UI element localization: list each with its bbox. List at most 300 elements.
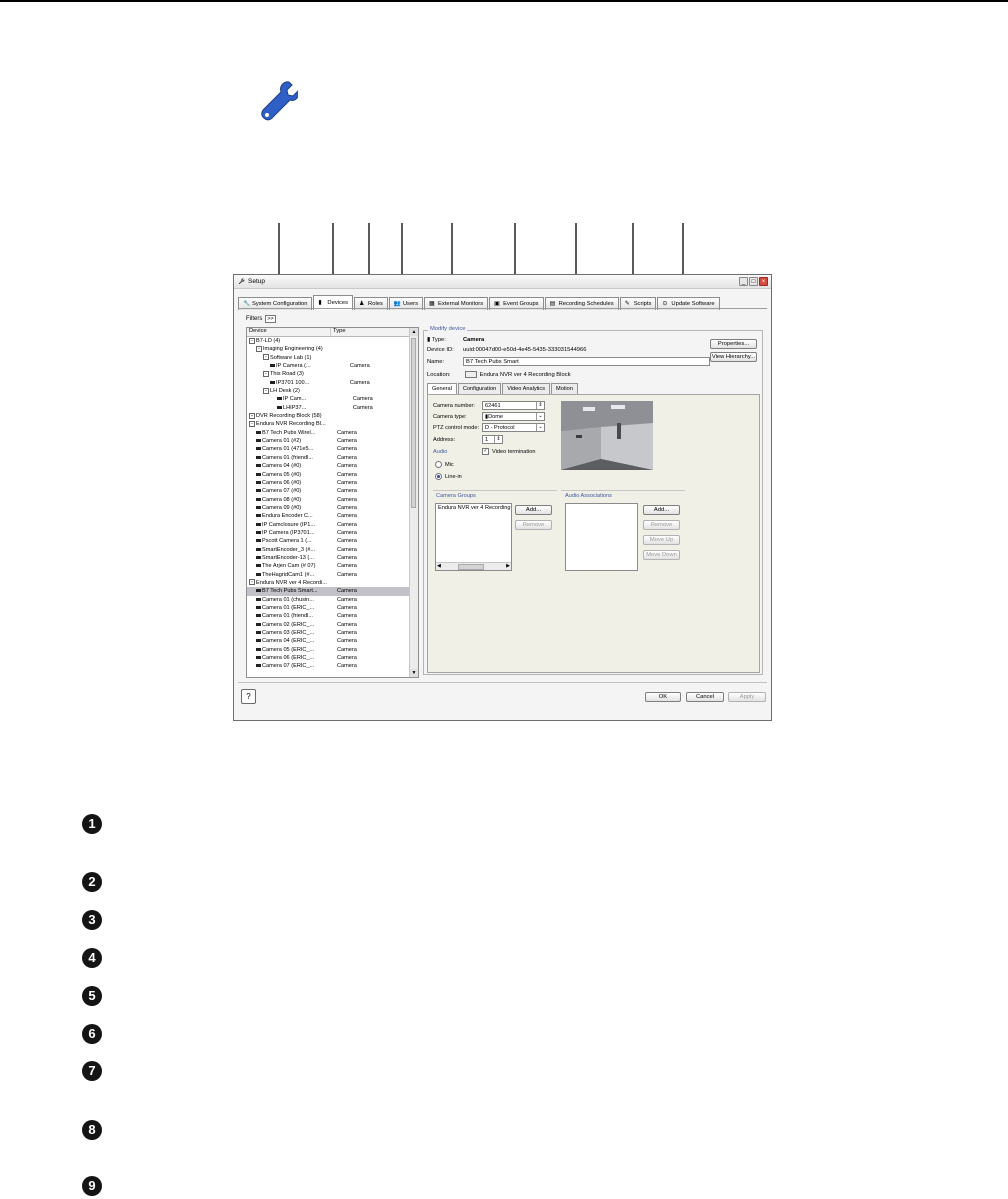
tree-row-label: Camera 01 (friendl...	[262, 613, 313, 620]
scroll-thumb[interactable]	[458, 564, 484, 570]
collapse-icon[interactable]: −	[250, 420, 254, 426]
tree-row-label: Camera 06 (#0)	[262, 479, 302, 486]
move-up-button[interactable]: Move Up	[643, 535, 680, 545]
tree-row-type: Camera	[337, 504, 357, 511]
collapse-icon[interactable]: −	[264, 387, 268, 393]
tree-row-label: Camera 08 (#0)	[262, 496, 302, 503]
collapse-icon[interactable]: −	[250, 337, 254, 343]
address-stepper[interactable]	[482, 435, 503, 444]
tree-header	[247, 328, 418, 337]
tab-label: Users	[402, 301, 419, 307]
radio-selected-icon[interactable]	[435, 473, 442, 480]
tree-row-name	[247, 454, 337, 462]
tree-row-name	[247, 612, 337, 620]
tab-divider	[238, 308, 767, 309]
tree-row-type: Camera	[337, 471, 357, 478]
tab-configuration[interactable]: Configuration	[458, 383, 501, 394]
camera-icon	[256, 531, 261, 534]
tree-row[interactable]	[247, 604, 409, 612]
tree-row-type: Camera	[337, 513, 357, 520]
tab-video-analytics[interactable]: Video Analytics	[502, 383, 550, 394]
tree-row-label: IP Camclosure (IP1...	[262, 521, 316, 528]
tree-row-label: B7-LD (4)	[256, 338, 281, 344]
radio-icon[interactable]	[435, 461, 442, 468]
tree-row-name	[247, 437, 337, 445]
location-label: Location:	[427, 372, 451, 379]
legend-badge-1: 1	[82, 814, 102, 834]
tree-row-type	[344, 354, 404, 362]
tree-row-name	[247, 412, 330, 420]
collapse-icon[interactable]: −	[250, 579, 254, 585]
camera-type-label: Camera type:	[433, 414, 467, 420]
tree-row[interactable]	[247, 596, 409, 604]
expand-icon[interactable]: +	[250, 412, 254, 418]
help-button[interactable]	[241, 689, 256, 704]
device-icon: ▮	[427, 337, 432, 343]
divider	[433, 490, 557, 491]
minimize-button[interactable]: _	[739, 277, 748, 286]
camera-preview-scene	[561, 401, 653, 470]
tree-row[interactable]	[247, 562, 409, 570]
callout-lines	[0, 0, 1008, 300]
tree-row[interactable]	[247, 362, 409, 370]
tree-row-type: Camera	[337, 663, 357, 670]
tree-row[interactable]	[247, 445, 409, 453]
tab-label: Recording Schedules	[558, 301, 614, 307]
tree-row[interactable]	[247, 454, 409, 462]
tree-row[interactable]	[247, 345, 409, 353]
filters	[246, 315, 276, 323]
tree-row-name	[247, 404, 353, 412]
tree-row-type: Camera	[337, 605, 357, 611]
tree-row-label: LHIP37...	[283, 404, 307, 411]
tree-row[interactable]	[247, 404, 409, 412]
tree-row-label: Camera 02 (ERIC_...	[262, 621, 315, 628]
legend-badge-6: 6	[82, 1024, 102, 1044]
camera-icon	[256, 631, 261, 634]
tab-label: External Monitors	[438, 301, 484, 307]
dome-icon: ▮	[485, 414, 489, 420]
tree-row-type: Camera	[337, 638, 357, 645]
tree-row[interactable]	[247, 354, 409, 362]
tree-row-label: Camera 01 (friendl...	[262, 454, 313, 461]
tree-row-label: TheHagridCam1 (#...	[262, 571, 315, 578]
location-value: Endura NVR ver 4 Recording Block	[479, 372, 571, 379]
tree-row-name	[247, 504, 337, 512]
tree-row-label: IP Cam...	[283, 396, 307, 403]
audio-remove-button[interactable]: Remove	[643, 520, 680, 530]
tree-row[interactable]	[247, 512, 409, 520]
tree-row-type: Camera	[337, 463, 357, 470]
camera-icon	[256, 598, 261, 601]
tree-row-name	[247, 537, 337, 545]
tree-row-name	[247, 579, 330, 587]
tree-row-name	[247, 587, 337, 595]
camera-icon	[256, 573, 261, 576]
ptz-control-select[interactable]	[482, 423, 545, 432]
camera-icon	[277, 397, 282, 400]
tree-row[interactable]	[247, 395, 409, 403]
tree-row-type: Camera	[337, 613, 357, 620]
tree-row-type: Camera	[337, 496, 357, 503]
mic-radio[interactable]	[435, 461, 454, 468]
tab-general[interactable]: General	[427, 383, 457, 395]
tab-label: System Configuration	[252, 301, 308, 307]
tree-row-label: Camera 07 (ERIC_...	[262, 663, 315, 670]
tree-row-name	[247, 462, 337, 470]
tree-row-type: Camera	[349, 363, 370, 370]
tree-scrollbar[interactable]	[409, 328, 418, 677]
setup-window	[233, 274, 772, 721]
tree-row-type: Camera	[337, 655, 357, 662]
tree-row[interactable]	[247, 529, 409, 537]
tree-row-type: Camera	[337, 588, 357, 595]
tree-row-name	[247, 629, 337, 637]
tree-row-label: Camera 04 (ERIC_...	[262, 638, 315, 645]
list-item[interactable]: Endura NVR ver 4 Recording	[438, 505, 511, 511]
camera-icon	[277, 406, 282, 409]
tree-row-type: Camera	[337, 446, 357, 453]
tree-row-label: This Road (3)	[270, 371, 304, 378]
modify-device-panel	[423, 326, 763, 675]
audio-add-button[interactable]: Add...	[643, 505, 680, 515]
move-down-button[interactable]: Move Down	[643, 550, 680, 560]
video-termination-checkbox[interactable]	[482, 448, 535, 455]
camera-icon	[256, 556, 261, 559]
tree-row-name	[247, 562, 337, 570]
tree-row[interactable]	[247, 387, 409, 395]
tree-row-type: Camera	[349, 379, 370, 386]
tree-row-name	[247, 345, 337, 353]
users-icon: 👥	[393, 300, 402, 307]
audio-associations-label: Audio Associations	[565, 493, 612, 499]
tree-row-type	[330, 412, 390, 420]
tree-row-type: Camera	[337, 521, 357, 528]
tree-row-name	[247, 445, 337, 453]
ok-button[interactable]: OK	[645, 692, 681, 702]
tree-row-type: Camera	[352, 404, 373, 411]
tree-row-label: Camera 01 (471e5...	[262, 446, 314, 453]
view-hierarchy-button[interactable]: View Hierarchy...	[711, 354, 756, 360]
audio-associations-list[interactable]	[565, 503, 638, 571]
tree-row-name	[247, 646, 337, 654]
filters-toggle-button[interactable]: >>	[267, 316, 274, 322]
scroll-down-icon[interactable]: ▼	[411, 670, 417, 676]
tree-row[interactable]	[247, 370, 409, 378]
tree-row[interactable]	[247, 379, 409, 387]
general-tab-content	[427, 394, 760, 673]
camera-icon	[256, 481, 261, 484]
camera-icon	[256, 656, 261, 659]
tree-row-type	[330, 337, 390, 345]
tree-row[interactable]	[247, 621, 409, 629]
tab-label: Devices	[327, 300, 349, 306]
tree-row[interactable]	[247, 537, 409, 545]
video-termination-label: Video termination	[492, 448, 536, 455]
device-id-row	[427, 347, 586, 353]
modify-device-legend: Modify device	[430, 326, 466, 332]
tree-row[interactable]	[247, 471, 409, 479]
camera-icon	[256, 639, 261, 642]
camera-icon	[256, 439, 261, 442]
tree-row-name	[247, 571, 337, 579]
tree-row-name	[247, 429, 337, 437]
roles-icon: ♟	[359, 300, 365, 307]
properties-button[interactable]: Properties...	[710, 339, 757, 349]
legend-badge-3: 3	[82, 910, 102, 930]
update-icon: ⊙	[662, 300, 668, 307]
tree-row-label: Camera 06 (ERIC_...	[262, 655, 315, 662]
tree-row[interactable]	[247, 462, 409, 470]
camera-groups-remove-button[interactable]: Remove	[515, 520, 552, 530]
tree-row[interactable]	[247, 629, 409, 637]
tree-row[interactable]	[247, 420, 409, 428]
tree-row-name	[247, 362, 350, 370]
camera-icon	[256, 456, 261, 459]
tree-row-name	[247, 420, 330, 428]
camera-icon	[270, 364, 275, 367]
tree-row-label: Endura NVR Recording Bl...	[256, 421, 326, 428]
collapse-icon[interactable]: −	[264, 354, 268, 360]
camera-icon	[256, 606, 261, 609]
location-row	[427, 371, 571, 378]
stepper-icon[interactable]: ⇕	[536, 402, 544, 409]
tree-row[interactable]	[247, 487, 409, 495]
ptz-control-label: PTZ control mode:	[433, 425, 480, 431]
camera-groups-list[interactable]	[435, 503, 512, 571]
tree-row-name	[247, 479, 337, 487]
tree-row[interactable]	[247, 554, 409, 562]
mic-label: Mic	[445, 461, 454, 468]
camera-icon	[256, 648, 261, 651]
stepper-icon[interactable]: ⇕	[494, 436, 502, 443]
divider	[561, 490, 685, 491]
tree-row-name	[247, 604, 337, 612]
tree-row-name	[247, 370, 344, 378]
device-tree[interactable]	[246, 327, 419, 678]
tree-row-type: Camera	[337, 479, 357, 486]
tree-row-label: Camera 05 (#0)	[262, 471, 302, 478]
legend-badge-7: 7	[82, 1061, 102, 1081]
footer-divider	[238, 682, 767, 683]
tree-row-name	[247, 546, 337, 554]
tree-row-name	[247, 471, 337, 479]
line-in-radio[interactable]	[435, 473, 462, 480]
camera-icon	[256, 431, 261, 434]
tree-row-type: Camera	[337, 646, 357, 653]
tree-row-name	[247, 621, 337, 629]
tab-label: Roles	[368, 301, 383, 307]
tree-row-name	[247, 379, 350, 387]
tree-row[interactable]	[247, 571, 409, 579]
camera-icon	[256, 523, 261, 526]
camera-number-value: 62461	[485, 403, 501, 409]
camera-icon	[256, 447, 261, 450]
tree-row-label: The Arjen Cam (# 07)	[262, 563, 316, 570]
tree-row-name	[247, 387, 344, 395]
tree-row[interactable]	[247, 496, 409, 504]
address-label: Address:	[433, 437, 456, 443]
camera-icon	[256, 548, 261, 551]
event-icon: ▣	[494, 300, 500, 307]
tree-row-name	[247, 354, 344, 362]
legend-badge-9: 9	[82, 1176, 102, 1196]
tree-row-type	[330, 579, 390, 587]
tree-row-name	[247, 395, 353, 403]
scroll-left-icon[interactable]: ◀	[437, 563, 441, 569]
tree-row[interactable]	[247, 337, 409, 345]
wrench-icon: 🔧	[243, 300, 251, 307]
name-label: Name:	[427, 359, 445, 365]
type-value: Camera	[463, 337, 485, 343]
apply-button[interactable]: Apply	[728, 692, 766, 702]
tree-row-label: Camera 03 (ERIC_...	[262, 630, 315, 637]
scroll-thumb[interactable]	[411, 338, 416, 508]
chevron-down-icon[interactable]: ⌄	[536, 413, 544, 420]
tree-row-label: SmartEncoder-13 (...	[262, 554, 314, 561]
name-input[interactable]: B7 Tech Pubs Smart	[463, 357, 710, 366]
tree-row[interactable]	[247, 504, 409, 512]
column-type[interactable]: Type	[333, 328, 346, 334]
camera-icon	[256, 464, 261, 467]
tree-row-type: Camera	[337, 538, 357, 545]
camera-icon	[256, 506, 261, 509]
close-button[interactable]: ×	[759, 277, 768, 286]
tree-row-type	[344, 370, 404, 378]
tree-row[interactable]	[247, 612, 409, 620]
camera-type-value: Dome	[488, 414, 504, 420]
camera-icon	[256, 473, 261, 476]
tree-row-label: Pscott Camera 1 (...	[262, 538, 312, 545]
camera-number-label: Camera number:	[433, 403, 475, 409]
collapse-icon[interactable]: −	[264, 370, 268, 376]
camera-icon	[256, 498, 261, 501]
scroll-right-icon[interactable]: ▶	[506, 563, 510, 569]
tree-row-label: IP Camera (...	[276, 363, 311, 370]
tree-row-label: Endura Encoder C...	[262, 513, 313, 520]
tree-row-name	[247, 487, 337, 495]
tree-row-label: Endura NVR ver 4 Recordi...	[256, 579, 327, 586]
tree-rows	[247, 337, 409, 671]
device-id-value: uuid:00047d00-e50d-4e45-5435-333031544966	[463, 347, 587, 353]
legend-badge-4: 4	[82, 948, 102, 968]
tree-row-label: Camera 05 (ERIC_...	[262, 646, 315, 653]
tree-row-type	[330, 420, 390, 428]
tree-row-type: Camera	[337, 429, 357, 436]
tree-row[interactable]	[247, 429, 409, 437]
audio-label: Audio	[433, 449, 448, 455]
tree-row-name	[247, 496, 337, 504]
setup-icon	[238, 278, 245, 285]
tree-row[interactable]	[247, 654, 409, 662]
tree-row-label: DVR Recording Block (58)	[256, 413, 322, 420]
tree-row-label: Camera 09 (#0)	[262, 504, 302, 511]
camera-icon	[256, 589, 261, 592]
cancel-button[interactable]: Cancel	[686, 692, 724, 702]
location-browse-button[interactable]	[465, 371, 477, 378]
tree-row[interactable]	[247, 587, 409, 595]
monitor-icon: ▦	[429, 300, 435, 307]
tab-label: Event Groups	[503, 301, 539, 307]
device-type-row	[427, 337, 484, 343]
tree-row-type: Camera	[337, 621, 357, 628]
tree-row[interactable]	[247, 412, 409, 420]
tree-row-type: Camera	[337, 488, 357, 495]
tree-row-type: Camera	[337, 596, 357, 603]
tree-row-type	[344, 387, 404, 395]
tree-row[interactable]	[247, 646, 409, 654]
tree-row-label: Camera 04 (#0)	[262, 463, 302, 470]
tree-row-type: Camera	[337, 630, 357, 637]
address-value: 1	[485, 437, 489, 443]
tree-row-label: Camera 01 (#2)	[262, 438, 302, 445]
tree-row[interactable]	[247, 637, 409, 645]
tree-row-name	[247, 554, 337, 562]
tab-motion[interactable]: Motion	[551, 383, 578, 394]
camera-number-stepper[interactable]	[482, 401, 545, 410]
checkbox-checked-icon[interactable]: ✓	[483, 448, 488, 454]
tab-label: Update Software	[671, 301, 715, 307]
tree-row-type: Camera	[337, 438, 357, 445]
chevron-down-icon[interactable]: ⌄	[536, 424, 544, 431]
tree-row-type: Camera	[337, 454, 357, 461]
tree-row-label: B7 Tech Pubs Wirel...	[262, 429, 316, 436]
tree-row[interactable]	[247, 437, 409, 445]
camera-type-select[interactable]	[482, 412, 545, 421]
scripts-icon: ✎	[624, 300, 630, 307]
tree-row[interactable]	[247, 479, 409, 487]
camera-icon	[256, 614, 261, 617]
tree-row-label: Camera 01 (chusin...	[262, 596, 314, 603]
camera-preview-image	[561, 401, 653, 470]
tree-row-name	[247, 529, 337, 537]
tree-row-type	[337, 345, 397, 353]
scroll-up-icon[interactable]: ▲	[411, 329, 417, 335]
help-icon: ?	[246, 692, 251, 701]
filters-label: Filters	[246, 316, 263, 322]
tree-row-name	[247, 596, 337, 604]
ptz-value: D - Protocol	[485, 425, 515, 431]
tree-row-label: Imaging Engineering (4)	[263, 346, 323, 353]
tree-row[interactable]	[247, 662, 409, 670]
tree-row[interactable]	[247, 521, 409, 529]
column-device[interactable]: Device	[247, 328, 331, 336]
tree-row-type: Camera	[352, 396, 373, 403]
maximize-button[interactable]: □	[749, 277, 758, 286]
tree-row-name	[247, 521, 337, 529]
tree-row-label: Software Lab (1)	[270, 354, 312, 361]
line-in-label: Line-in	[445, 473, 462, 480]
tree-row-type: Camera	[337, 563, 357, 570]
tab-label: Scripts	[633, 301, 652, 307]
device-id-label: Device ID:	[427, 347, 454, 353]
device-icon: ▮	[318, 299, 322, 306]
tree-row-label: SmartEncoder_3 (#...	[262, 546, 316, 553]
horizontal-scrollbar[interactable]	[436, 562, 511, 570]
camera-icon	[256, 489, 261, 492]
tree-row[interactable]	[247, 579, 409, 587]
tree-row-type: Camera	[337, 554, 357, 561]
legend-badge-2: 2	[82, 872, 102, 892]
tree-row-label: LH Desk (2)	[270, 388, 300, 395]
camera-groups-add-button[interactable]: Add...	[515, 505, 552, 515]
camera-icon	[270, 381, 275, 384]
collapse-icon[interactable]: −	[257, 345, 261, 351]
legend-badge-8: 8	[82, 1120, 102, 1140]
tree-row-label: B7 Tech Pubs Smart...	[262, 588, 318, 595]
camera-icon	[256, 623, 261, 626]
tree-row[interactable]	[247, 546, 409, 554]
